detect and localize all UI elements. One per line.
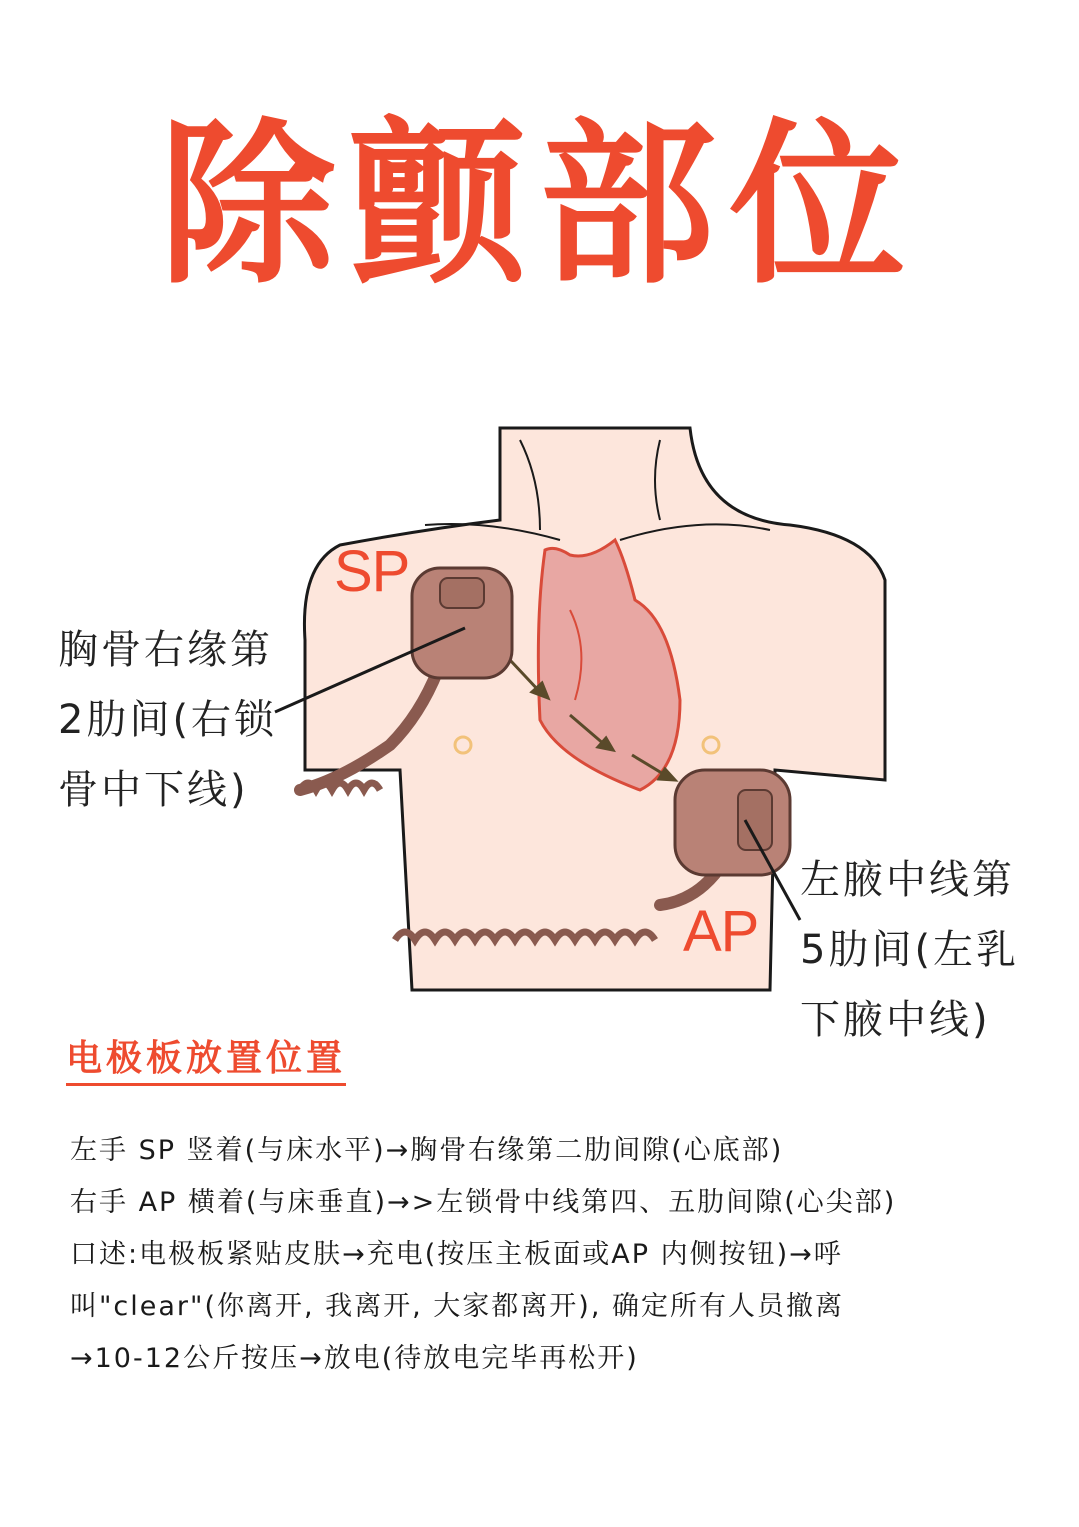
ap-label: AP [683, 899, 759, 964]
ap-callout [800, 845, 1060, 1055]
sp-callout-line: 骨中下线) [58, 767, 249, 813]
sp-callout-line: 2肋间(右锁 [58, 697, 278, 743]
sp-paddle-grip [440, 578, 484, 608]
ap-callout-line: 左腋中线第 [800, 857, 1015, 903]
ap-callout-line: 5肋间(左乳 [800, 927, 1020, 973]
page-title: 除颤部位 [159, 103, 920, 308]
sp-label: SP [334, 539, 410, 604]
sp-cable-coil [300, 783, 380, 790]
procedure-steps [70, 1125, 1060, 1385]
section-heading: 电极板放置位置 [66, 1030, 346, 1086]
ap-callout-line: 下腋中线) [800, 997, 991, 1043]
step-line: 右手 AP 横着(与床垂直)→>左锁骨中线第四、五肋间隙(心尖部) [70, 1187, 897, 1218]
step-line: →10-12公斤按压→放电(待放电完毕再松开) [70, 1343, 639, 1374]
sp-callout-line: 胸骨右缘第 [58, 627, 273, 673]
step-line: 叫"clear"(你离开, 我离开, 大家都离开), 确定所有人员撤离 [70, 1291, 845, 1322]
sp-callout [58, 615, 298, 825]
step-line: 口述:电极板紧贴皮肤→充电(按压主板面或AP 内侧按钮)→呼 [70, 1239, 843, 1270]
step-line: 左手 SP 竖着(与床水平)→胸骨右缘第二肋间隙(心底部) [70, 1135, 784, 1166]
